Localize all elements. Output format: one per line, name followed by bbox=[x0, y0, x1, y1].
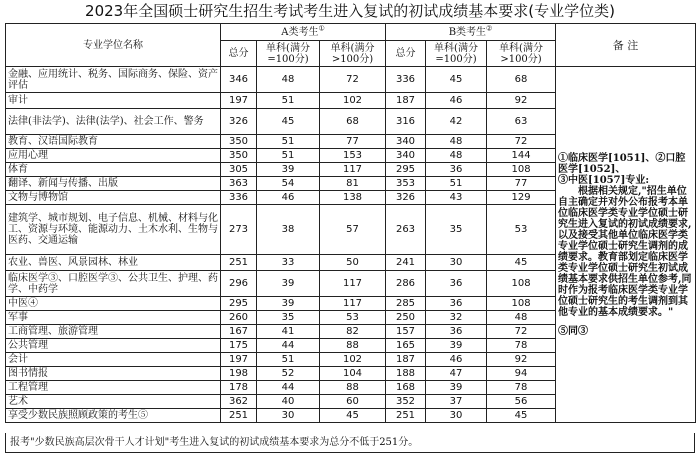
b-total-header: 总分 bbox=[386, 41, 426, 67]
score-cell-b-sgt100: 108 bbox=[487, 297, 556, 311]
score-cell-b-total: 241 bbox=[386, 255, 426, 271]
row-name: 教育、汉语国际教育 bbox=[6, 135, 221, 149]
score-cell-b-sgt100: 68 bbox=[487, 67, 556, 93]
score-cell-a-sgt100: 153 bbox=[320, 149, 386, 163]
score-cell-b-sgt100: 94 bbox=[487, 367, 556, 381]
score-cell-b-sgt100: 53 bbox=[487, 205, 556, 255]
score-cell-b-s100: 48 bbox=[426, 135, 487, 149]
score-cell-a-s100: 41 bbox=[257, 325, 320, 339]
score-cell-b-s100: 48 bbox=[426, 149, 487, 163]
score-cell-a-s100: 48 bbox=[257, 67, 320, 93]
row-name: 军事 bbox=[6, 311, 221, 325]
a-singlegt100-header: 单科(满分>100分) bbox=[320, 41, 386, 67]
score-cell-a-total: 260 bbox=[221, 311, 257, 325]
row-name: 金融、应用统计、税务、国际商务、保险、资产评估 bbox=[6, 67, 221, 93]
score-cell-a-sgt100: 60 bbox=[320, 395, 386, 409]
row-name: 建筑学、城市规划、电子信息、机械、材料与化工、资源与环境、能源动力、土木水利、生物与医药、交通运输 bbox=[6, 205, 221, 255]
score-cell-a-total: 363 bbox=[221, 177, 257, 191]
score-cell-a-total: 167 bbox=[221, 325, 257, 339]
score-cell-a-sgt100: 57 bbox=[320, 205, 386, 255]
row-name: 文物与博物馆 bbox=[6, 191, 221, 205]
row-name: 公共管理 bbox=[6, 339, 221, 353]
score-cell-a-sgt100: 117 bbox=[320, 297, 386, 311]
score-cell-a-total: 295 bbox=[221, 297, 257, 311]
footer-note: 报考"少数民族高层次骨干人才计划"考生进入复试的初试成绩基本要求为总分不低于251分。 bbox=[5, 433, 695, 453]
score-cell-b-total: 187 bbox=[386, 353, 426, 367]
score-cell-a-total: 197 bbox=[221, 93, 257, 109]
score-cell-b-sgt100: 48 bbox=[487, 311, 556, 325]
score-cell-b-sgt100: 144 bbox=[487, 149, 556, 163]
zone-a-label: A类考生 bbox=[281, 26, 319, 38]
score-cell-b-total: 188 bbox=[386, 367, 426, 381]
row-name: 法律(非法学)、法律(法学)、社会工作、警务 bbox=[6, 109, 221, 135]
score-cell-b-s100: 32 bbox=[426, 311, 487, 325]
row-name: 农业、兽医、风景园林、林业 bbox=[6, 255, 221, 271]
score-cell-b-s100: 30 bbox=[426, 255, 487, 271]
score-cell-b-total: 251 bbox=[386, 409, 426, 423]
row-name: 工商管理、旅游管理 bbox=[6, 325, 221, 339]
zone-a-header bbox=[221, 24, 386, 41]
row-name: 应用心理 bbox=[6, 149, 221, 163]
score-cell-b-sgt100: 45 bbox=[487, 255, 556, 271]
row-name: 临床医学③、口腔医学③、公共卫生、护理、药学、中药学 bbox=[6, 271, 221, 297]
score-cell-b-s100: 45 bbox=[426, 67, 487, 93]
page-title: 2023年全国硕士研究生招生考试考生进入复试的初试成绩基本要求(专业学位类) bbox=[85, 2, 615, 20]
note-line-1: ①临床医学[1051]、②口腔医学[1052]、 bbox=[558, 152, 686, 175]
score-cell-a-s100: 38 bbox=[257, 205, 320, 255]
score-cell-b-s100: 51 bbox=[426, 177, 487, 191]
score-cell-b-s100: 39 bbox=[426, 339, 487, 353]
zone-b-header bbox=[386, 24, 556, 41]
b-singlegt100-header: 单科(满分>100分) bbox=[487, 41, 556, 67]
score-cell-b-sgt100: 72 bbox=[487, 325, 556, 339]
row-name: 审计 bbox=[6, 93, 221, 109]
score-cell-a-total: 178 bbox=[221, 381, 257, 395]
score-cell-a-total: 362 bbox=[221, 395, 257, 409]
score-cell-a-total: 175 bbox=[221, 339, 257, 353]
score-cell-b-total: 168 bbox=[386, 381, 426, 395]
score-cell-a-s100: 51 bbox=[257, 93, 320, 109]
note-paragraph: 根据相关规定,"招生单位自主确定并对外公布报考本单位临床医学类专业学位硕士研究生进入复试的初试成绩要求,以及接受其他单位临床医学类专业学位硕士研究生调剂的成绩要求。教育部划定临床医学类专业学位硕士研究生初试成绩基本要求供招生单位参考,同时作为报考临床医学类专业学位硕士研究生的考生调剂到其他专业的基本成绩要求。" bbox=[558, 185, 692, 318]
score-cell-b-s100: 30 bbox=[426, 409, 487, 423]
score-cell-b-total: 316 bbox=[386, 109, 426, 135]
score-cell-b-sgt100: 78 bbox=[487, 339, 556, 353]
score-cell-a-sgt100: 45 bbox=[320, 409, 386, 423]
score-cell-a-total: 251 bbox=[221, 409, 257, 423]
score-cell-b-s100: 36 bbox=[426, 271, 487, 297]
score-cell-a-s100: 35 bbox=[257, 311, 320, 325]
score-cell-a-sgt100: 104 bbox=[320, 367, 386, 381]
score-cell-b-s100: 36 bbox=[426, 297, 487, 311]
score-cell-b-s100: 36 bbox=[426, 163, 487, 177]
score-cell-a-total: 296 bbox=[221, 271, 257, 297]
category-header: 专业学位名称 bbox=[6, 24, 221, 67]
score-cell-b-sgt100: 63 bbox=[487, 109, 556, 135]
remarks-header: 备 注 bbox=[556, 24, 696, 67]
score-cell-a-s100: 33 bbox=[257, 255, 320, 271]
remarks-cell bbox=[556, 67, 696, 423]
score-cell-a-total: 326 bbox=[221, 109, 257, 135]
score-cell-b-total: 157 bbox=[386, 325, 426, 339]
score-cell-b-total: 352 bbox=[386, 395, 426, 409]
score-cell-b-total: 326 bbox=[386, 191, 426, 205]
score-cell-b-sgt100: 56 bbox=[487, 395, 556, 409]
score-cell-a-s100: 44 bbox=[257, 339, 320, 353]
score-cell-b-total: 263 bbox=[386, 205, 426, 255]
score-cell-b-s100: 37 bbox=[426, 395, 487, 409]
row-name: 会计 bbox=[6, 353, 221, 367]
score-cell-a-sgt100: 77 bbox=[320, 135, 386, 149]
score-cell-a-total: 346 bbox=[221, 67, 257, 93]
score-cell-a-s100: 40 bbox=[257, 395, 320, 409]
zone-b-mark: ② bbox=[486, 24, 493, 33]
score-cell-b-total: 336 bbox=[386, 67, 426, 93]
score-cell-a-s100: 51 bbox=[257, 353, 320, 367]
note-line-2: ③中医[1057]专业: bbox=[558, 174, 650, 186]
score-cell-a-total: 197 bbox=[221, 353, 257, 367]
score-cell-a-sgt100: 138 bbox=[320, 191, 386, 205]
score-cell-a-s100: 39 bbox=[257, 271, 320, 297]
score-cell-a-sgt100: 68 bbox=[320, 109, 386, 135]
score-cell-a-s100: 51 bbox=[257, 135, 320, 149]
score-cell-b-sgt100: 108 bbox=[487, 163, 556, 177]
score-cell-a-s100: 39 bbox=[257, 297, 320, 311]
score-cell-b-s100: 47 bbox=[426, 367, 487, 381]
score-cell-a-sgt100: 72 bbox=[320, 67, 386, 93]
score-cell-b-s100: 42 bbox=[426, 109, 487, 135]
score-cell-b-s100: 36 bbox=[426, 325, 487, 339]
header-row-1 bbox=[6, 24, 696, 41]
score-cell-b-sgt100: 108 bbox=[487, 271, 556, 297]
score-cell-b-s100: 46 bbox=[426, 93, 487, 109]
score-cell-a-s100: 44 bbox=[257, 381, 320, 395]
score-cell-b-total: 187 bbox=[386, 93, 426, 109]
score-cell-b-sgt100: 77 bbox=[487, 177, 556, 191]
score-cell-b-total: 340 bbox=[386, 149, 426, 163]
score-table bbox=[5, 23, 696, 423]
score-cell-b-s100: 46 bbox=[426, 353, 487, 367]
score-cell-a-total: 350 bbox=[221, 135, 257, 149]
b-single100-header: 单科(满分=100分) bbox=[426, 41, 487, 67]
score-cell-a-sgt100: 53 bbox=[320, 311, 386, 325]
score-cell-a-total: 336 bbox=[221, 191, 257, 205]
zone-a-mark: ① bbox=[318, 24, 325, 33]
score-cell-a-total: 350 bbox=[221, 149, 257, 163]
row-name: 工程管理 bbox=[6, 381, 221, 395]
score-cell-a-s100: 51 bbox=[257, 149, 320, 163]
a-single100-header: 单科(满分=100分) bbox=[257, 41, 320, 67]
row-name: 艺术 bbox=[6, 395, 221, 409]
score-cell-a-sgt100: 82 bbox=[320, 325, 386, 339]
score-cell-a-sgt100: 88 bbox=[320, 381, 386, 395]
score-cell-b-sgt100: 78 bbox=[487, 381, 556, 395]
score-cell-b-total: 286 bbox=[386, 271, 426, 297]
row-name: 图书情报 bbox=[6, 367, 221, 381]
score-cell-a-s100: 30 bbox=[257, 409, 320, 423]
score-cell-a-sgt100: 88 bbox=[320, 339, 386, 353]
score-cell-b-s100: 43 bbox=[426, 191, 487, 205]
score-cell-a-sgt100: 102 bbox=[320, 93, 386, 109]
score-cell-b-s100: 35 bbox=[426, 205, 487, 255]
table-row bbox=[6, 67, 696, 93]
row-name: 体育 bbox=[6, 163, 221, 177]
score-cell-a-sgt100: 117 bbox=[320, 271, 386, 297]
row-name: 翻译、新闻与传播、出版 bbox=[6, 177, 221, 191]
score-cell-a-sgt100: 102 bbox=[320, 353, 386, 367]
score-cell-b-total: 250 bbox=[386, 311, 426, 325]
score-cell-a-sgt100: 117 bbox=[320, 163, 386, 177]
score-cell-a-s100: 52 bbox=[257, 367, 320, 381]
score-cell-b-total: 340 bbox=[386, 135, 426, 149]
note-line-4: ⑤同③ bbox=[558, 325, 589, 337]
score-cell-a-total: 305 bbox=[221, 163, 257, 177]
zone-b-label: B类考生 bbox=[448, 26, 487, 38]
score-cell-a-s100: 46 bbox=[257, 191, 320, 205]
score-cell-b-sgt100: 129 bbox=[487, 191, 556, 205]
score-cell-b-sgt100: 45 bbox=[487, 409, 556, 423]
score-cell-a-s100: 54 bbox=[257, 177, 320, 191]
score-cell-a-s100: 45 bbox=[257, 109, 320, 135]
score-cell-a-total: 251 bbox=[221, 255, 257, 271]
score-cell-a-sgt100: 81 bbox=[320, 177, 386, 191]
score-cell-a-total: 273 bbox=[221, 205, 257, 255]
a-total-header: 总分 bbox=[221, 41, 257, 67]
score-cell-b-sgt100: 72 bbox=[487, 135, 556, 149]
score-cell-b-sgt100: 92 bbox=[487, 353, 556, 367]
score-cell-b-total: 285 bbox=[386, 297, 426, 311]
score-cell-a-sgt100: 50 bbox=[320, 255, 386, 271]
score-cell-b-total: 353 bbox=[386, 177, 426, 191]
score-cell-a-s100: 39 bbox=[257, 163, 320, 177]
score-cell-b-total: 165 bbox=[386, 339, 426, 353]
score-cell-b-total: 295 bbox=[386, 163, 426, 177]
row-name: 中医④ bbox=[6, 297, 221, 311]
row-name: 享受少数民族照顾政策的考生⑤ bbox=[6, 409, 221, 423]
score-cell-b-sgt100: 92 bbox=[487, 93, 556, 109]
score-cell-a-total: 198 bbox=[221, 367, 257, 381]
score-cell-b-s100: 39 bbox=[426, 381, 487, 395]
